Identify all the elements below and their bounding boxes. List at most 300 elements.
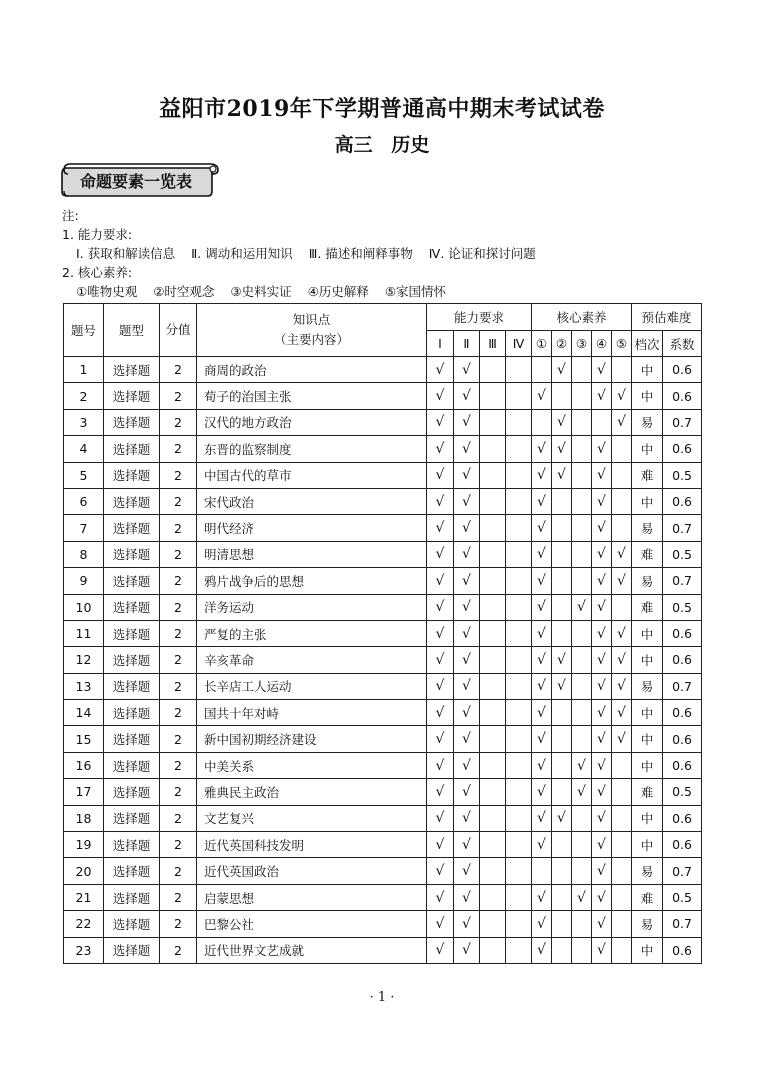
cell-core-check [612, 515, 632, 541]
exam-elements-table [63, 303, 702, 964]
cell-type: 选择题 [104, 436, 160, 462]
cell-level: 中 [632, 805, 663, 831]
table-row [64, 832, 702, 858]
cell-ability-check: √ [427, 700, 454, 726]
cell-coef: 0.7 [663, 911, 702, 937]
cell-ability-check [506, 832, 532, 858]
cell-level: 易 [632, 911, 663, 937]
cell-type: 选择题 [104, 594, 160, 620]
cell-coef: 0.6 [663, 726, 702, 752]
cell-ability-check: √ [427, 515, 454, 541]
cell-ability-check: √ [427, 858, 454, 884]
table-row [64, 647, 702, 673]
cell-core-check [572, 541, 592, 567]
cell-ability-check: √ [427, 832, 454, 858]
cell-knowledge: 辛亥革命 [197, 647, 427, 673]
cell-core-check: √ [532, 779, 552, 805]
cell-core-check [552, 858, 572, 884]
cell-ability-check [506, 357, 532, 383]
cell-score: 2 [160, 937, 197, 963]
cell-core-check: √ [532, 383, 552, 409]
cell-ability-check [506, 779, 532, 805]
cell-ability-check: √ [454, 673, 480, 699]
cell-core-check [572, 832, 592, 858]
cell-type: 选择题 [104, 700, 160, 726]
cell-score: 2 [160, 832, 197, 858]
cell-type: 选择题 [104, 937, 160, 963]
cell-ability-check [506, 911, 532, 937]
cell-knowledge: 文艺复兴 [197, 805, 427, 831]
cell-ability-check [506, 515, 532, 541]
table-row [64, 779, 702, 805]
cell-ability-check [506, 858, 532, 884]
cell-core-check [552, 541, 572, 567]
cell-core-check: √ [532, 541, 552, 567]
cell-core-check: √ [592, 673, 612, 699]
cell-ability-check [480, 647, 506, 673]
cell-ability-check [480, 858, 506, 884]
cell-core-check [612, 752, 632, 778]
cell-core-check [552, 568, 572, 594]
cell-ability-check [480, 832, 506, 858]
cell-core-check: √ [592, 383, 612, 409]
cell-core-check [612, 911, 632, 937]
cell-ability-check: √ [427, 752, 454, 778]
table-row [64, 805, 702, 831]
cell-core-check [612, 436, 632, 462]
cell-score: 2 [160, 726, 197, 752]
cell-level: 中 [632, 647, 663, 673]
cell-knowledge: 近代英国政治 [197, 858, 427, 884]
cell-ability-check: √ [454, 805, 480, 831]
cell-score: 2 [160, 673, 197, 699]
cell-ability-check [506, 568, 532, 594]
cell-core-check [572, 357, 592, 383]
cell-ability-check [506, 409, 532, 435]
cell-level: 易 [632, 568, 663, 594]
ability-item: Ⅰ. 获取和解读信息 [76, 246, 176, 261]
cell-core-check: √ [592, 620, 612, 646]
cell-score: 2 [160, 383, 197, 409]
cell-coef: 0.6 [663, 937, 702, 963]
cell-ability-check: √ [427, 357, 454, 383]
cell-knowledge: 长辛店工人运动 [197, 673, 427, 699]
cell-core-check: √ [612, 673, 632, 699]
cell-knowledge: 荀子的治国主张 [197, 383, 427, 409]
cell-knowledge: 中国古代的草市 [197, 462, 427, 488]
cell-ability-check [480, 700, 506, 726]
cell-core-check [532, 357, 552, 383]
header-ability: 能力要求 [427, 304, 532, 331]
cell-ability-check [480, 594, 506, 620]
cell-score: 2 [160, 357, 197, 383]
cell-ability-check: √ [427, 488, 454, 514]
notes-item-ability: 1. 能力要求: [62, 227, 133, 242]
cell-coef: 0.6 [663, 700, 702, 726]
cell-knowledge: 雅典民主政治 [197, 779, 427, 805]
cell-ability-check: √ [454, 752, 480, 778]
cell-knowledge: 中美关系 [197, 752, 427, 778]
cell-ability-check [506, 436, 532, 462]
cell-type: 选择题 [104, 832, 160, 858]
cell-score: 2 [160, 515, 197, 541]
table-row [64, 357, 702, 383]
cell-no: 13 [64, 673, 104, 699]
cell-core-check: √ [612, 568, 632, 594]
cell-type: 选择题 [104, 805, 160, 831]
cell-ability-check: √ [454, 937, 480, 963]
cell-knowledge: 汉代的地方政治 [197, 409, 427, 435]
cell-level: 中 [632, 488, 663, 514]
cell-ability-check [506, 383, 532, 409]
cell-ability-check: √ [427, 594, 454, 620]
cell-type: 选择题 [104, 911, 160, 937]
cell-core-check [612, 937, 632, 963]
cell-level: 中 [632, 937, 663, 963]
cell-core-check: √ [592, 726, 612, 752]
cell-core-check: √ [532, 515, 552, 541]
header-difficulty: 预估难度 [632, 304, 702, 331]
cell-core-check: √ [552, 805, 572, 831]
cell-type: 选择题 [104, 884, 160, 910]
table-row [64, 409, 702, 435]
cell-core-check: √ [592, 911, 612, 937]
cell-level: 易 [632, 673, 663, 699]
cell-core-check: √ [592, 647, 612, 673]
cell-no: 10 [64, 594, 104, 620]
cell-core-check [612, 805, 632, 831]
table-row [64, 858, 702, 884]
cell-core-check [572, 409, 592, 435]
table-row [64, 515, 702, 541]
header-core-col: ④ [592, 331, 612, 357]
cell-core-check [552, 937, 572, 963]
cell-score: 2 [160, 462, 197, 488]
cell-core-check: √ [552, 647, 572, 673]
cell-type: 选择题 [104, 647, 160, 673]
cell-ability-check [480, 620, 506, 646]
cell-core-check [572, 436, 592, 462]
cell-core-check [612, 488, 632, 514]
cell-core-check: √ [532, 594, 552, 620]
header-knowledge [197, 304, 427, 357]
cell-ability-check: √ [454, 884, 480, 910]
cell-core-check: √ [532, 752, 552, 778]
cell-ability-check [506, 620, 532, 646]
cell-no: 4 [64, 436, 104, 462]
cell-core-check [572, 383, 592, 409]
cell-ability-check: √ [454, 541, 480, 567]
cell-no: 3 [64, 409, 104, 435]
cell-core-check [572, 911, 592, 937]
cell-ability-check: √ [427, 568, 454, 594]
cell-score: 2 [160, 541, 197, 567]
header-core-col: ② [552, 331, 572, 357]
header-diff-col: 系数 [663, 331, 702, 357]
cell-coef: 0.5 [663, 884, 702, 910]
cell-ability-check [480, 541, 506, 567]
cell-no: 1 [64, 357, 104, 383]
cell-ability-check [506, 700, 532, 726]
cell-core-check [612, 462, 632, 488]
cell-core-check [612, 357, 632, 383]
cell-core-check: √ [532, 568, 552, 594]
table-row [64, 752, 702, 778]
cell-core-check [572, 647, 592, 673]
cell-coef: 0.6 [663, 647, 702, 673]
cell-coef: 0.5 [663, 541, 702, 567]
table-row [64, 911, 702, 937]
cell-core-check [552, 383, 572, 409]
table-row [64, 462, 702, 488]
cell-core-check: √ [532, 726, 552, 752]
cell-ability-check [480, 436, 506, 462]
table-row [64, 383, 702, 409]
cell-core-check [572, 568, 592, 594]
cell-core-check: √ [612, 383, 632, 409]
cell-core-check: √ [532, 937, 552, 963]
cell-core-check [612, 779, 632, 805]
cell-ability-check: √ [454, 488, 480, 514]
subject-label: 历史 [391, 134, 430, 156]
cell-type: 选择题 [104, 462, 160, 488]
cell-no: 17 [64, 779, 104, 805]
header-diff-col: 档次 [632, 331, 663, 357]
cell-no: 11 [64, 620, 104, 646]
cell-ability-check: √ [454, 858, 480, 884]
cell-type: 选择题 [104, 568, 160, 594]
cell-ability-check [480, 515, 506, 541]
table-row [64, 620, 702, 646]
cell-score: 2 [160, 805, 197, 831]
cell-ability-check: √ [427, 779, 454, 805]
cell-no: 19 [64, 832, 104, 858]
cell-level: 难 [632, 884, 663, 910]
table-row [64, 937, 702, 963]
header-core: 核心素养 [532, 304, 632, 331]
cell-score: 2 [160, 568, 197, 594]
cell-knowledge: 宋代政治 [197, 488, 427, 514]
table-row [64, 594, 702, 620]
cell-type: 选择题 [104, 383, 160, 409]
cell-type: 选择题 [104, 673, 160, 699]
cell-coef: 0.6 [663, 357, 702, 383]
cell-core-check [572, 937, 592, 963]
cell-core-check: √ [552, 436, 572, 462]
cell-level: 中 [632, 383, 663, 409]
cell-coef: 0.7 [663, 673, 702, 699]
cell-core-check [552, 779, 572, 805]
cell-ability-check [480, 884, 506, 910]
cell-ability-check: √ [427, 673, 454, 699]
cell-ability-check [480, 488, 506, 514]
cell-ability-check [506, 752, 532, 778]
cell-coef: 0.6 [663, 805, 702, 831]
cell-ability-check [506, 884, 532, 910]
cell-coef: 0.6 [663, 620, 702, 646]
cell-ability-check [480, 726, 506, 752]
cell-level: 中 [632, 726, 663, 752]
cell-ability-check: √ [454, 515, 480, 541]
cell-knowledge: 启蒙思想 [197, 884, 427, 910]
cell-ability-check [480, 673, 506, 699]
cell-no: 16 [64, 752, 104, 778]
table-body [64, 357, 702, 964]
cell-level: 难 [632, 594, 663, 620]
cell-knowledge: 新中国初期经济建设 [197, 726, 427, 752]
page-number: · 1 · [369, 990, 395, 1005]
cell-ability-check: √ [454, 911, 480, 937]
cell-core-check [572, 488, 592, 514]
cell-core-check [552, 832, 572, 858]
table-row [64, 673, 702, 699]
cell-core-check [572, 620, 592, 646]
cell-core-check: √ [592, 779, 612, 805]
cell-ability-check: √ [427, 647, 454, 673]
cell-core-check [612, 884, 632, 910]
cell-ability-check: √ [427, 436, 454, 462]
cell-level: 中 [632, 752, 663, 778]
cell-type: 选择题 [104, 752, 160, 778]
cell-level: 难 [632, 462, 663, 488]
notes-section [62, 206, 548, 301]
cell-ability-check: √ [427, 383, 454, 409]
cell-core-check: √ [532, 805, 552, 831]
cell-ability-check [480, 568, 506, 594]
cell-ability-check [480, 911, 506, 937]
cell-type: 选择题 [104, 357, 160, 383]
cell-level: 难 [632, 541, 663, 567]
cell-core-check [552, 752, 572, 778]
cell-score: 2 [160, 647, 197, 673]
cell-coef: 0.7 [663, 568, 702, 594]
cell-core-check [592, 409, 612, 435]
cell-core-check: √ [592, 858, 612, 884]
cell-score: 2 [160, 409, 197, 435]
cell-score: 2 [160, 752, 197, 778]
cell-knowledge: 近代英国科技发明 [197, 832, 427, 858]
cell-knowledge: 国共十年对峙 [197, 700, 427, 726]
cell-ability-check: √ [454, 700, 480, 726]
banner-title: 命题要素一览表 [80, 172, 193, 191]
header-knowledge-sub: （主要内容） [273, 332, 349, 347]
cell-core-check: √ [552, 462, 572, 488]
cell-knowledge: 严复的主张 [197, 620, 427, 646]
ability-item: Ⅲ. 描述和阐释事物 [308, 246, 413, 261]
cell-ability-check: √ [427, 937, 454, 963]
table-row [64, 700, 702, 726]
table-row [64, 436, 702, 462]
cell-coef: 0.5 [663, 462, 702, 488]
cell-ability-check: √ [454, 620, 480, 646]
table-row [64, 726, 702, 752]
cell-ability-check: √ [427, 884, 454, 910]
cell-knowledge: 鸦片战争后的思想 [197, 568, 427, 594]
header-ability-col: Ⅱ [454, 331, 480, 357]
cell-ability-check [480, 805, 506, 831]
cell-ability-check: √ [454, 832, 480, 858]
cell-coef: 0.6 [663, 383, 702, 409]
cell-core-check [572, 700, 592, 726]
cell-ability-check [480, 357, 506, 383]
cell-no: 23 [64, 937, 104, 963]
cell-ability-check: √ [454, 779, 480, 805]
cell-no: 20 [64, 858, 104, 884]
cell-knowledge: 明清思想 [197, 541, 427, 567]
cell-knowledge: 明代经济 [197, 515, 427, 541]
header-knowledge-main: 知识点 [292, 312, 331, 327]
cell-core-check [552, 594, 572, 620]
cell-ability-check: √ [454, 357, 480, 383]
cell-type: 选择题 [104, 726, 160, 752]
competency-item: ④历史解释 [307, 284, 369, 299]
cell-ability-check: √ [454, 409, 480, 435]
cell-score: 2 [160, 488, 197, 514]
cell-ability-check: √ [427, 911, 454, 937]
cell-core-check [572, 462, 592, 488]
header-core-col: ③ [572, 331, 592, 357]
cell-type: 选择题 [104, 858, 160, 884]
cell-core-check [552, 911, 572, 937]
cell-level: 难 [632, 779, 663, 805]
cell-level: 中 [632, 620, 663, 646]
cell-level: 易 [632, 858, 663, 884]
cell-core-check: √ [532, 832, 552, 858]
cell-ability-check [480, 752, 506, 778]
cell-ability-check: √ [454, 647, 480, 673]
cell-core-check [612, 858, 632, 884]
cell-core-check: √ [612, 700, 632, 726]
cell-ability-check [480, 937, 506, 963]
cell-type: 选择题 [104, 409, 160, 435]
competency-item: ②时空观念 [153, 284, 215, 299]
cell-core-check [612, 832, 632, 858]
header-core-col: ⑤ [612, 331, 632, 357]
cell-core-check: √ [572, 752, 592, 778]
header-ability-col: Ⅲ [480, 331, 506, 357]
table-row [64, 884, 702, 910]
competency-list [62, 282, 548, 301]
cell-core-check: √ [532, 436, 552, 462]
cell-coef: 0.6 [663, 488, 702, 514]
cell-knowledge: 洋务运动 [197, 594, 427, 620]
cell-ability-check [480, 409, 506, 435]
cell-core-check: √ [592, 832, 612, 858]
cell-ability-check: √ [427, 409, 454, 435]
cell-ability-check [506, 462, 532, 488]
cell-core-check: √ [532, 911, 552, 937]
cell-ability-check: √ [454, 726, 480, 752]
ability-item: Ⅱ. 调动和运用知识 [191, 246, 293, 261]
cell-core-check [612, 594, 632, 620]
exam-title: 益阳市2019年下学期普通高中期末考试试卷 [159, 96, 605, 122]
cell-level: 易 [632, 409, 663, 435]
cell-core-check [532, 409, 552, 435]
cell-no: 6 [64, 488, 104, 514]
cell-type: 选择题 [104, 779, 160, 805]
grade-label: 高三 [334, 134, 373, 156]
cell-coef: 0.7 [663, 515, 702, 541]
cell-coef: 0.5 [663, 779, 702, 805]
cell-core-check: √ [592, 805, 612, 831]
cell-core-check [572, 726, 592, 752]
cell-core-check: √ [532, 620, 552, 646]
cell-core-check: √ [612, 409, 632, 435]
cell-ability-check [506, 937, 532, 963]
cell-no: 9 [64, 568, 104, 594]
header-core-col: ① [532, 331, 552, 357]
competency-item: ①唯物史观 [76, 284, 138, 299]
